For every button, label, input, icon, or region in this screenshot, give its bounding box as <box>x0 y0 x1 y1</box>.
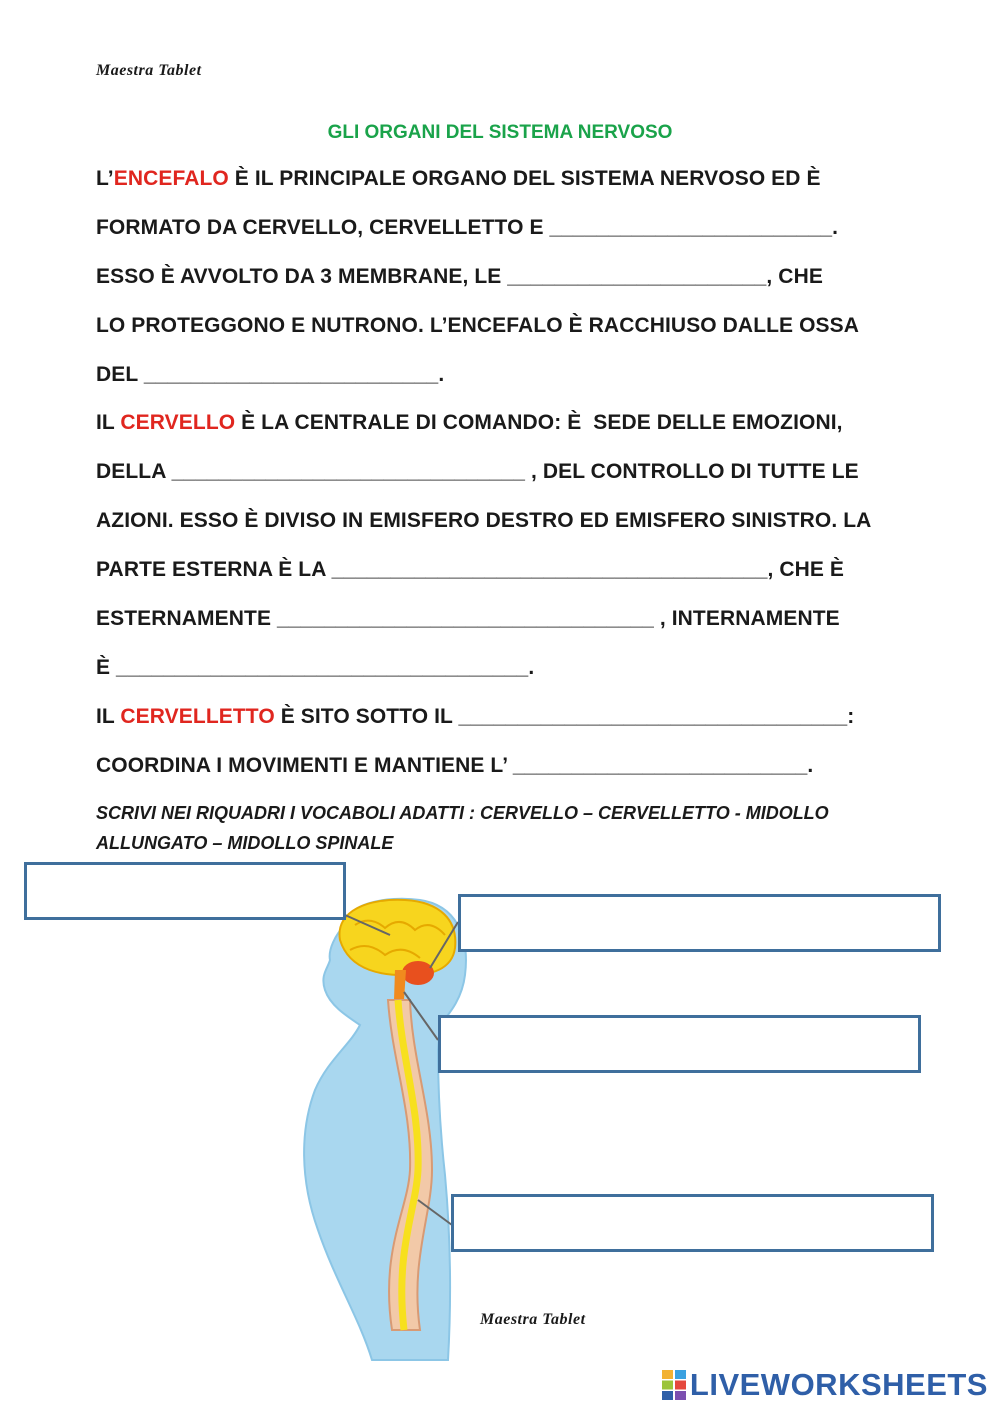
p3-line-2: COORDINA I MOVIMENTI E MANTIENE L’ _________________________. <box>96 754 814 777</box>
p1-line-3: ESSO È AVVOLTO DA 3 MEMBRANE, LE ______________________, CHE <box>96 265 823 288</box>
p2-text-b: È LA CENTRALE DI COMANDO: È SEDE DELLE EMOZIONI, <box>235 411 843 434</box>
brainstem-shape <box>394 970 406 1000</box>
p1-text-b: È IL PRINCIPALE ORGANO DEL SISTEMA NERVOSO ED È <box>228 167 821 190</box>
p2-line-3: AZIONI. ESSO È DIVISO IN EMISFERO DESTRO ED EMISFERO SINISTRO. LA <box>96 509 872 532</box>
instruction-text: SCRIVI NEI RIQUADRI I VOCABOLI ADATTI : CERVELLO – CERVELLETTO - MIDOLLO ALLUNGATO – MIDOLLO SPINALE <box>96 803 829 853</box>
page-title: GLI ORGANI DEL SISTEMA NERVOSO <box>327 122 673 143</box>
liveworksheets-icon <box>662 1370 686 1400</box>
p1-text-a: L’ <box>96 167 114 190</box>
p2-line-5: ESTERNAMENTE ________________________________ , INTERNAMENTE <box>96 607 840 630</box>
answer-box-2[interactable] <box>458 894 941 952</box>
answer-box-4[interactable] <box>451 1194 934 1252</box>
liveworksheets-logo <box>662 1368 988 1402</box>
p3-text-b: È SITO SOTTO IL _________________________________: <box>274 705 855 728</box>
cerebellum-shape <box>402 961 434 985</box>
p3-text-a: IL <box>96 705 121 728</box>
header-signature: Maestra Tablet <box>96 62 202 79</box>
footer-signature: Maestra Tablet <box>480 1311 586 1328</box>
p2-line-4: PARTE ESTERNA È LA _____________________________________, CHE È <box>96 558 845 581</box>
p1-line-4: LO PROTEGGONO E NUTRONO. L’ENCEFALO È RACCHIUSO DALLE OSSA <box>96 314 860 337</box>
keyword-encefalo: ENCEFALO <box>113 167 229 190</box>
answer-box-1[interactable] <box>24 862 346 920</box>
keyword-cervelletto: CERVELLETTO <box>120 705 275 728</box>
p2-line-2: DELLA ______________________________ , DEL CONTROLLO DI TUTTE LE <box>96 460 859 483</box>
p2-line-6: È ___________________________________. <box>96 656 535 679</box>
p2-text-a: IL <box>96 411 121 434</box>
p1-line-5: DEL _________________________. <box>96 363 445 386</box>
brand-text: LIVEWORKSHEETS <box>689 1367 988 1402</box>
brain-shape <box>340 900 456 975</box>
keyword-cervello: CERVELLO <box>120 411 236 434</box>
p1-line-2: FORMATO DA CERVELLO, CERVELLETTO E ________________________. <box>96 216 839 239</box>
answer-box-3[interactable] <box>438 1015 921 1073</box>
